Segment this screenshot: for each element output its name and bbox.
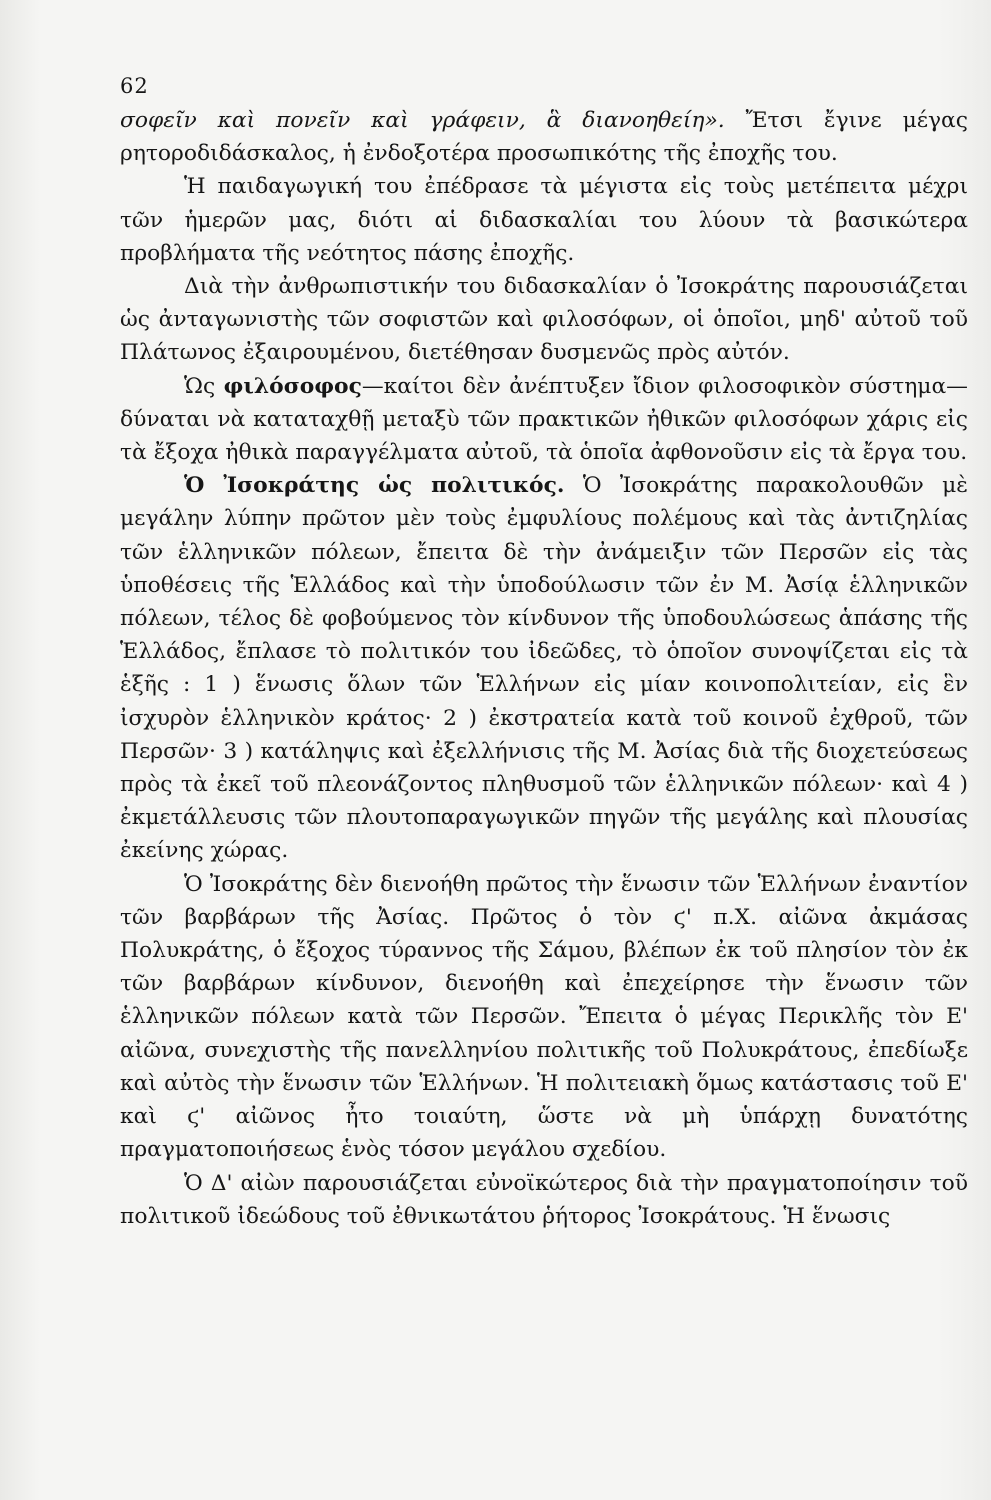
paragraph-text: Ἔτσι ἔγινε μέγας ρητοροδιδάσκαλος, ἡ ἐνδοξοτέρα προσωπικότης τῆς ἐποχῆς του. [120,108,968,167]
quoted-italic-text: σοφεῖν καὶ πονεῖν καὶ γράφειν, ἃ διανοηθείη». [120,108,725,133]
paragraph-prefix: Ὡς [184,373,224,399]
paragraph-history [120,868,968,1167]
paragraph-text: Ἡ παιδαγωγική του ἐπέδρασε τὰ μέγιστα εἰς τοὺς μετέπειτα μέχρι τῶν ἡμερῶν μας, διότι αἱ διδασκαλίαι του λύουν τὰ βασικώτερα προβλήματα τῆς νεότητος πάσης ἐποχῆς. [120,174,968,266]
page-number: 62 [120,74,149,98]
paragraph-philosopher [120,370,968,470]
paragraph-text: Ὁ Δ' αἰὼν παρουσιάζεται εὐνοϊκώτερος διὰ τὴν πραγματοποίησιν τοῦ πολιτικοῦ ἰδεώδους τοῦ ἐθνικωτάτου ῥήτορος Ἰσοκράτους. Ἡ ἕνωσις [120,1170,968,1229]
paragraph-fourth-century [120,1167,968,1233]
body-text [120,104,968,1233]
paragraph-text: Ὁ Ἰσοκράτης δὲν διενοήθη πρῶτος τὴν ἕνωσιν τῶν Ἑλλήνων ἐναντίον τῶν βαρβάρων τῆς Ἀσίας. Πρῶτος ὁ τὸν ϛ' π.Χ. αἰῶνα ἀκμάσας Πολυκράτης, ὁ ἔξοχος τύραννος τῆς Σάμου, βλέπων ἐκ τοῦ πλησίον τὸν ἐκ τῶν βαρβάρων κίνδυνον, διενοήθη καὶ ἐπεχείρησε τὴν ἕνωσιν τῶν ἑλληνικῶν πόλεων κατὰ τῶν Περσῶν. Ἔπειτα ὁ μέγας Περικλῆς τὸν Ε' αἰῶνα, συνεχιστὴς τῆς πανελληνίου πολιτικῆς τοῦ Πολυκράτους, ἐπεδίωξε καὶ αὐτὸς τὴν ἕνωσιν τῶν Ἑλλήνων. Ἡ πολιτειακὴ ὅμως κατάστασις τοῦ Ε' καὶ ϛ' αἰῶνος ἦτο τοιαύτη, ὥστε νὰ μὴ ὑπάρχῃ δυνατότης πραγματοποιήσεως ἑνὸς τόσον μεγάλου σχεδίου. [120,871,968,1163]
paragraph-pedagogy [120,170,968,270]
paragraph-text: Διὰ τὴν ἀνθρωπιστικήν του διδασκαλίαν ὁ Ἰσοκράτης παρουσιάζεται ὡς ἀνταγωνιστὴς τῶν σοφιστῶν καὶ φιλοσόφων, οἱ ὁποῖοι, μηδ' αὐτοῦ τοῦ Πλάτωνος ἐξαιρουμένου, διετέθησαν δυσμενῶς πρὸς αὐτόν. [120,274,968,366]
paragraph-humanism [120,270,968,370]
paragraph-text: —καίτοι δὲν ἀνέπτυξεν ἴδιον φιλοσοφικὸν σύστημα—δύναται νὰ καταταχθῇ μεταξὺ τῶν πρακτικῶν ἠθικῶν φιλοσόφων χάρις εἰς τὰ ἔξοχα ἠθικὰ παραγγέλματα αὐτοῦ, τὰ ὁποῖα ἀφθονοῦσιν εἰς τὰ ἔργα του. [120,373,968,466]
paragraph-text: Ὁ Ἰσοκράτης παρακολουθῶν μὲ μεγάλην λύπην πρῶτον μὲν τοὺς ἐμφυλίους πολέμους καὶ τὰς ἀντιζηλίας τῶν ἑλληνικῶν πόλεων, ἔπειτα δὲ τὴν ἀνάμειξιν τῶν Περσῶν εἰς τὰς ὑποθέσεις τῆς Ἑλλάδος καὶ τὴν ὑποδούλωσιν τῶν ἐν Μ. Ἀσίᾳ ἑλληνικῶν πόλεων, τέλος δὲ φοβούμενος τὸν κίνδυνον τῆς ὑποδουλώσεως ἁπάσης τῆς Ἑλλάδος, ἔπλασε τὸ πολιτικόν του ἰδεῶδες, τὸ ὁποῖον συνοψίζεται εἰς τὰ ἑξῆς : 1 ) ἕνωσις ὅλων τῶν Ἑλλήνων εἰς μίαν κοινοπολιτείαν, εἰς ἓν ἰσχυρὸν ἑλληνικὸν κράτος· 2 ) ἐκστρατεία κατὰ τοῦ κοινοῦ ἐχθροῦ, τῶν Περσῶν· 3 ) κατάληψις καὶ ἐξελλήνισις τῆς Μ. Ἀσίας διὰ τῆς διοχετεύσεως πρὸς τὰ ἐκεῖ τοῦ πλεονάζοντος πληθυσμοῦ τῶν ἑλληνικῶν πόλεων· καὶ 4 ) ἐκμετάλλευσις τῶν πλουτοπαραγωγικῶν πηγῶν τῆς μεγάλης καὶ πλουσίας ἐκείνης χώρας. [120,473,968,864]
section-heading: Ὁ Ἰσοκράτης ὡς πολιτικός. [184,473,565,499]
paragraph-politician [120,469,968,867]
bold-term: φιλόσοφος [223,373,362,399]
paragraph-continuation [120,104,968,170]
